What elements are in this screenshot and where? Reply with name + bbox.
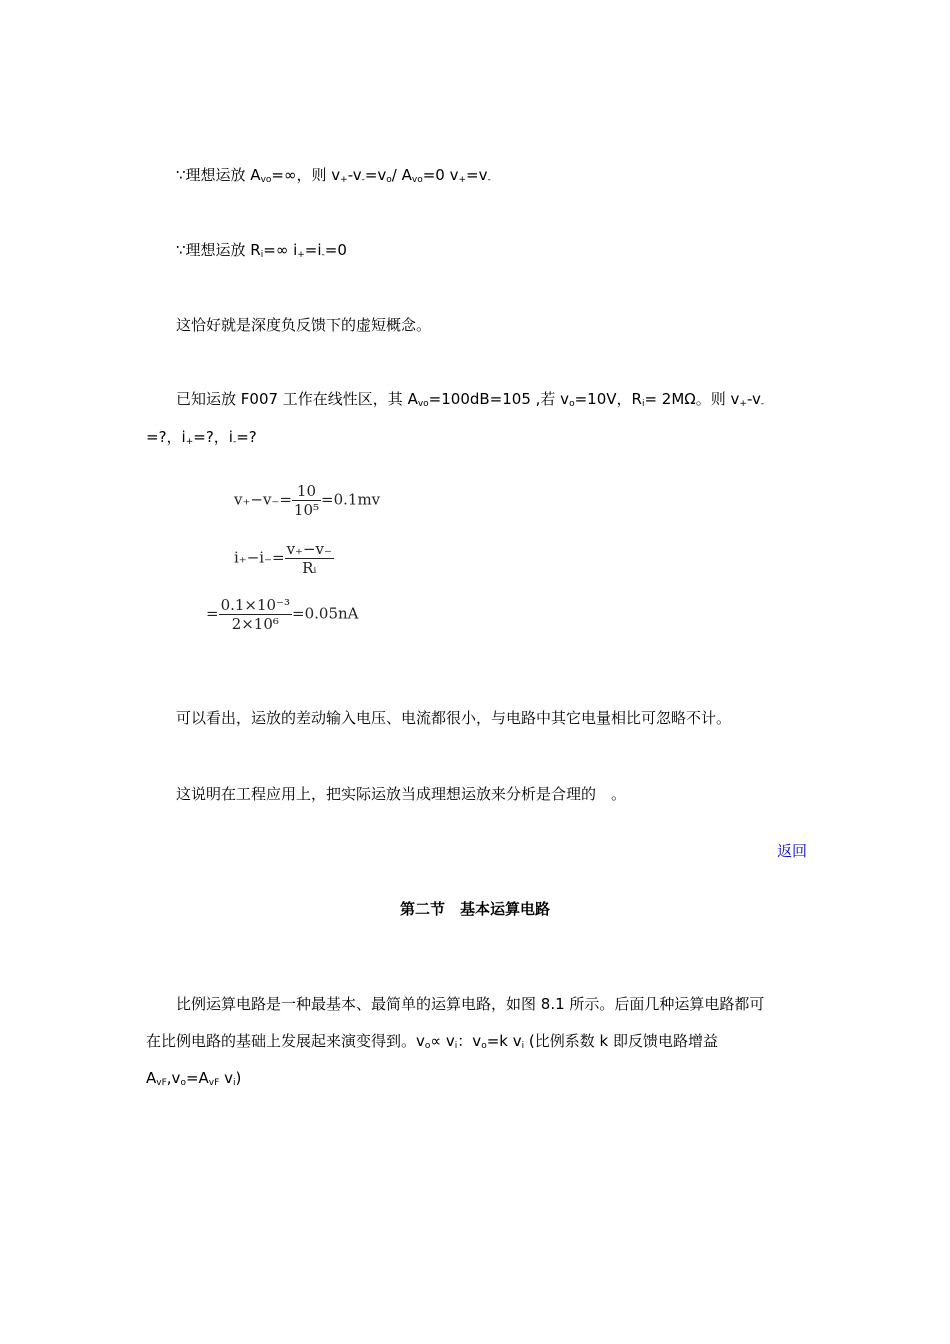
paragraph-proportional-line3: $A_{vF},v_o=A_{vF}$ $v_i$) <box>146 1069 242 1088</box>
fraction: $\frac{10}{\text{10⁵}}$ <box>293 482 320 519</box>
paragraph-f007-example-line1: 已知运放 F007 工作在线性区，其 $A_{vo}=100dB=105$ ,若 $v_o=10V$，$R_i= 2M\Omega$。则 $v_+-v_-$ <box>176 390 765 409</box>
back-link[interactable]: 返回 <box>776 842 807 860</box>
paragraph-proportional-line1: 比例运算电路是一种最基本、最简单的运算电路，如图 8.1 所示。后面几种运算电路都可 <box>176 995 765 1013</box>
paragraph-f007-example-line2: =?，$i_+=$?，$i_-=$? <box>146 428 257 447</box>
paragraph-engineering-application: 这说明在工程应用上，把实际运放当成理想运放来分析是合理的 。 <box>176 785 627 803</box>
paragraph-proportional-line2: 在比例电路的基础上发展起来演变得到。$v_o\propto v_i$：$v_o=k$ $v_i$ (比例系数 k 即反馈电路增益 <box>146 1032 718 1051</box>
back-link-container <box>777 841 807 861</box>
section-title: 第二节 基本运算电路 <box>399 900 550 918</box>
formula-row-voltage: v₊−v₋= $\frac{10}{\text{10⁵}}$ =0.1mv <box>234 482 381 519</box>
paragraph-virtual-short: 这恰好就是深度负反馈下的虚短概念。 <box>176 316 432 334</box>
paragraph-ideal-opamp-resistance: ∵理想运放 $R_i=\infty$ $i_+=i_-=0$ <box>176 241 347 260</box>
fraction: $\frac{v_+-v_-}{\text{Rᵢ}}$ <box>286 540 332 577</box>
fraction: $\frac{\text{0.1×10⁻³}}{\text{2×10⁶}}$ <box>220 596 291 633</box>
formula-row-result: = $\frac{\text{0.1×10⁻³}}{\text{2×10⁶}}$ =0.05nA <box>206 596 359 633</box>
paragraph-ideal-opamp-gain: ∵理想运放 $A_{vo}=\infty$，则 $v_+-v_-=v_o/$ $A_{vo}=0$ $v_+=v_-$ <box>176 166 491 185</box>
paragraph-small-input: 可以看出，运放的差动输入电压、电流都很小，与电路中其它电量相比可忽略不计。 <box>176 709 732 727</box>
formula-row-current: i₊−i₋= $\frac{v_+-v_-}{\text{Rᵢ}}$ <box>234 540 332 577</box>
